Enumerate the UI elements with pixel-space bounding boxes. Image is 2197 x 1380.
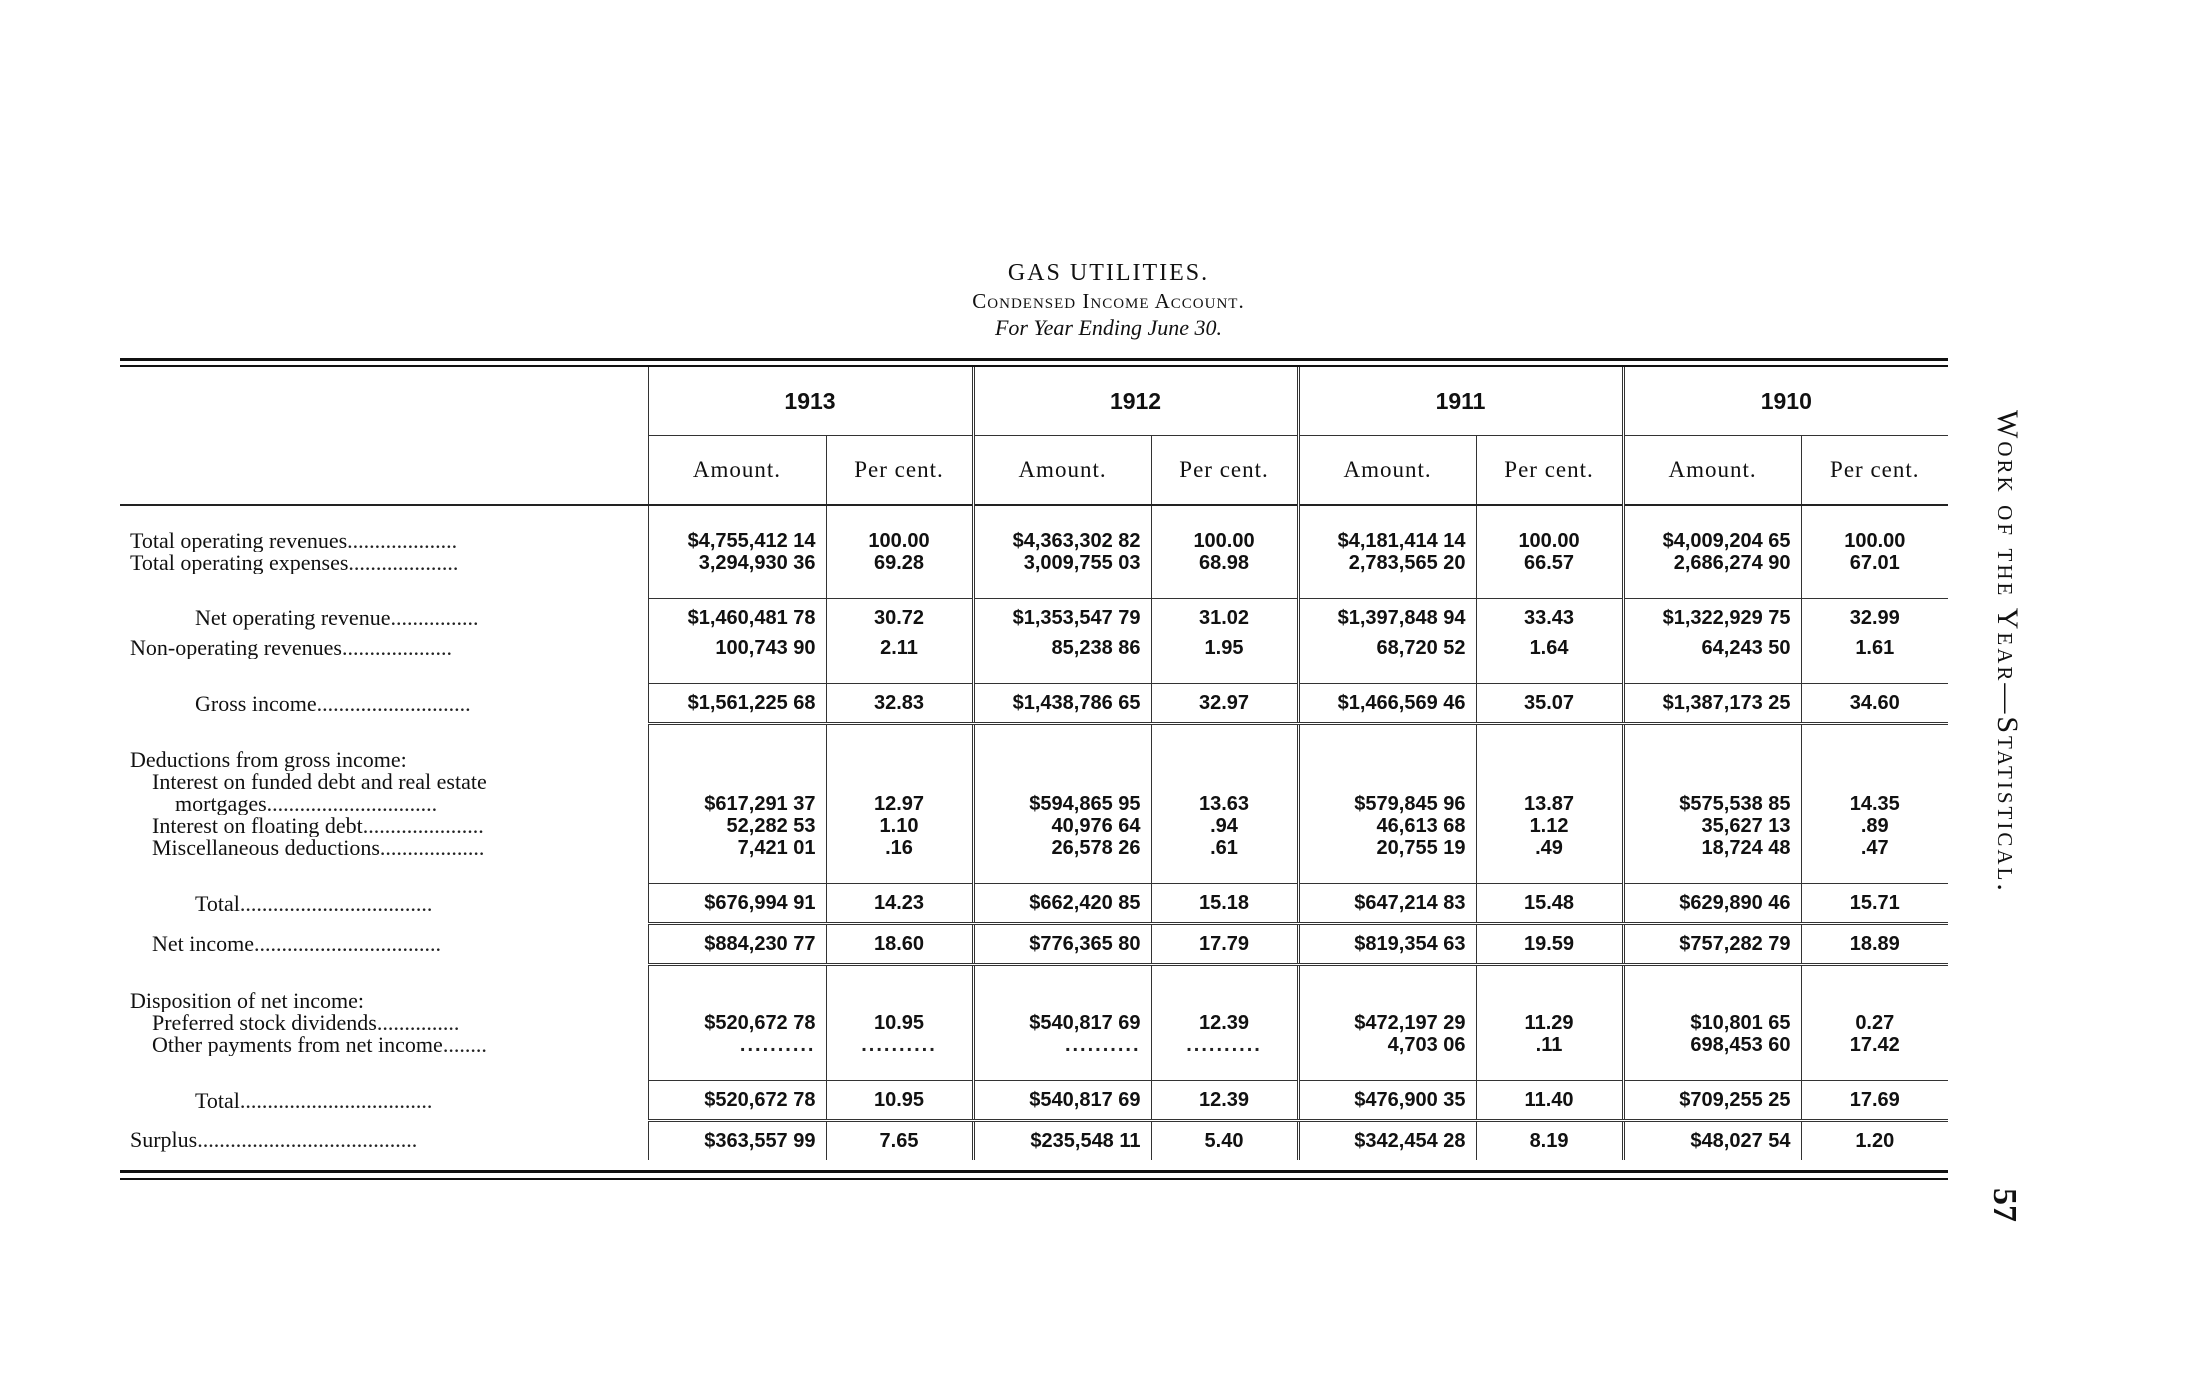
percent-cell: 1.12	[1476, 815, 1623, 837]
percent-cell: 33.43	[1476, 599, 1623, 638]
year-header-row	[120, 367, 1948, 436]
amount-cell: $676,994 91	[648, 884, 826, 924]
table-row	[120, 599, 1948, 638]
income-table	[120, 367, 1948, 1160]
percent-cell: 15.18	[1151, 884, 1298, 924]
amount-cell	[1623, 990, 1801, 1012]
amount-cell: $4,363,302 82	[973, 530, 1151, 552]
percent-cell: 11.40	[1476, 1081, 1623, 1121]
spacer-row	[120, 574, 1948, 599]
table-row	[120, 990, 1948, 1012]
bottom-rule	[120, 1170, 1948, 1180]
percent-cell	[1476, 749, 1623, 771]
percent-cell: 0.27	[1801, 1012, 1948, 1034]
amount-cell: $884,230 77	[648, 924, 826, 965]
amount-cell: 40,976 64	[973, 815, 1151, 837]
amount-cell: 20,755 19	[1298, 837, 1476, 859]
amount-cell: 2,783,565 20	[1298, 552, 1476, 574]
percent-cell: 10.95	[826, 1081, 973, 1121]
percent-cell: .49	[1476, 837, 1623, 859]
amount-cell: $363,557 99	[648, 1121, 826, 1161]
amount-cell	[973, 990, 1151, 1012]
report-subtitle: Condensed Income Account.	[972, 289, 1245, 313]
percent-cell: 100.00	[1151, 530, 1298, 552]
percent-cell: 100.00	[1476, 530, 1623, 552]
spacer-row	[120, 659, 1948, 684]
amount-cell	[648, 771, 826, 793]
amount-cell: 7,421 01	[648, 837, 826, 859]
amount-cell	[1298, 990, 1476, 1012]
year-header-1911: 1911	[1298, 367, 1623, 436]
row-label: Net operating revenue................	[195, 604, 479, 630]
amount-cell: $1,387,173 25	[1623, 684, 1801, 724]
percent-cell: 1.95	[1151, 637, 1298, 659]
table-row	[120, 1081, 1948, 1121]
amount-cell	[973, 771, 1151, 793]
table-row	[120, 815, 1948, 837]
percent-cell: 18.89	[1801, 924, 1948, 965]
amount-cell: 46,613 68	[1298, 815, 1476, 837]
percent-cell: 11.29	[1476, 1012, 1623, 1034]
row-label: Other payments from net income........	[152, 1034, 487, 1056]
table-row	[120, 552, 1948, 574]
year-header-1910: 1910	[1623, 367, 1948, 436]
amount-header: Amount.	[1623, 436, 1801, 506]
percent-cell: 17.69	[1801, 1081, 1948, 1121]
amount-cell: $4,181,414 14	[1298, 530, 1476, 552]
percent-cell	[1151, 990, 1298, 1012]
percent-cell: 13.63	[1151, 793, 1298, 815]
amount-cell: $647,214 83	[1298, 884, 1476, 924]
amount-cell: $594,865 95	[973, 793, 1151, 815]
table-row	[120, 884, 1948, 924]
percent-cell: .94	[1151, 815, 1298, 837]
amount-header: Amount.	[648, 436, 826, 506]
amount-cell: $1,397,848 94	[1298, 599, 1476, 638]
percent-cell	[1801, 749, 1948, 771]
income-table-body	[120, 505, 1948, 1160]
amount-cell: $10,801 65	[1623, 1012, 1801, 1034]
amount-cell: 3,009,755 03	[973, 552, 1151, 574]
table-row	[120, 637, 1948, 659]
spacer-row	[120, 1056, 1948, 1081]
spacer-row	[120, 505, 1948, 530]
row-label: Interest on funded debt and real estate	[152, 771, 487, 793]
table-row	[120, 924, 1948, 965]
table-row	[120, 1034, 1948, 1056]
amount-cell	[1623, 749, 1801, 771]
amount-cell: 35,627 13	[1623, 815, 1801, 837]
amount-cell: 3,294,930 36	[648, 552, 826, 574]
row-label: Non-operating revenues....................	[130, 637, 452, 659]
percent-cell: 69.28	[826, 552, 973, 574]
percent-cell	[826, 990, 973, 1012]
percent-cell: 18.60	[826, 924, 973, 965]
table-row	[120, 771, 1948, 793]
percent-cell: 14.23	[826, 884, 973, 924]
percent-cell	[826, 749, 973, 771]
amount-cell: $476,900 35	[1298, 1081, 1476, 1121]
percent-cell	[1476, 771, 1623, 793]
percent-cell: 1.61	[1801, 637, 1948, 659]
percent-cell: .89	[1801, 815, 1948, 837]
percent-cell: 32.97	[1151, 684, 1298, 724]
percent-cell: 12.39	[1151, 1012, 1298, 1034]
amount-cell: $776,365 80	[973, 924, 1151, 965]
percent-cell: 15.48	[1476, 884, 1623, 924]
top-rule	[120, 358, 1948, 367]
amount-cell: $819,354 63	[1298, 924, 1476, 965]
amount-cell: 64,243 50	[1623, 637, 1801, 659]
percent-cell: 100.00	[1801, 530, 1948, 552]
percent-cell: 1.64	[1476, 637, 1623, 659]
percent-cell: 19.59	[1476, 924, 1623, 965]
amount-cell	[1298, 749, 1476, 771]
report-period: For Year Ending June 30.	[994, 315, 1223, 341]
amount-cell: 100,743 90	[648, 637, 826, 659]
percent-header: Per cent.	[826, 436, 973, 506]
table-row	[120, 1121, 1948, 1161]
percent-cell: 100.00	[826, 530, 973, 552]
percent-cell	[1476, 990, 1623, 1012]
amount-header: Amount.	[1298, 436, 1476, 506]
percent-cell	[1151, 771, 1298, 793]
percent-cell: .47	[1801, 837, 1948, 859]
row-label: Total...................................	[195, 1087, 433, 1113]
row-label: Total operating revenues....................	[130, 530, 458, 552]
subheader-row	[120, 436, 1948, 506]
percent-cell: ..........	[826, 1034, 973, 1056]
amount-cell: 52,282 53	[648, 815, 826, 837]
amount-cell: $575,538 85	[1623, 793, 1801, 815]
running-head: Work of the Year—Statistical.	[1991, 410, 2024, 894]
percent-cell: 2.11	[826, 637, 973, 659]
percent-cell: 32.99	[1801, 599, 1948, 638]
amount-cell: $1,322,929 75	[1623, 599, 1801, 638]
percent-cell: 8.19	[1476, 1121, 1623, 1161]
percent-cell: 68.98	[1151, 552, 1298, 574]
table-row	[120, 530, 1948, 552]
row-label: Total operating expenses....................	[130, 552, 459, 574]
income-table-wrap	[120, 358, 1948, 1180]
percent-cell	[1801, 771, 1948, 793]
amount-cell: $1,460,481 78	[648, 599, 826, 638]
amount-cell	[648, 749, 826, 771]
page-number: 57	[1986, 1188, 2023, 1222]
percent-cell: 17.79	[1151, 924, 1298, 965]
row-label: Surplus........................................	[130, 1127, 418, 1153]
amount-cell: 68,720 52	[1298, 637, 1476, 659]
table-row	[120, 793, 1948, 815]
percent-cell: 31.02	[1151, 599, 1298, 638]
percent-cell: 1.10	[826, 815, 973, 837]
year-header-1913: 1913	[648, 367, 973, 436]
amount-cell: 4,703 06	[1298, 1034, 1476, 1056]
row-label: Deductions from gross income:	[130, 749, 407, 771]
year-header-1912: 1912	[973, 367, 1298, 436]
amount-cell: $4,755,412 14	[648, 530, 826, 552]
amount-cell: $342,454 28	[1298, 1121, 1476, 1161]
percent-cell: ..........	[1151, 1034, 1298, 1056]
percent-cell: .16	[826, 837, 973, 859]
amount-cell: $579,845 96	[1298, 793, 1476, 815]
percent-cell: 5.40	[1151, 1121, 1298, 1161]
table-row	[120, 1012, 1948, 1034]
amount-cell: $4,009,204 65	[1623, 530, 1801, 552]
amount-cell	[1298, 771, 1476, 793]
percent-cell: 30.72	[826, 599, 973, 638]
amount-cell: $1,353,547 79	[973, 599, 1151, 638]
percent-cell: 10.95	[826, 1012, 973, 1034]
title-block	[0, 258, 2197, 342]
amount-cell: $617,291 37	[648, 793, 826, 815]
percent-cell: 1.20	[1801, 1121, 1948, 1161]
percent-cell: 17.42	[1801, 1034, 1948, 1056]
amount-cell: $1,438,786 65	[973, 684, 1151, 724]
percent-cell: .61	[1151, 837, 1298, 859]
row-label: Preferred stock dividends...............	[152, 1012, 460, 1034]
percent-header: Per cent.	[1801, 436, 1948, 506]
row-label: Disposition of net income:	[130, 990, 365, 1012]
amount-cell: $520,672 78	[648, 1012, 826, 1034]
amount-cell: $472,197 29	[1298, 1012, 1476, 1034]
percent-cell: 32.83	[826, 684, 973, 724]
amount-cell: $757,282 79	[1623, 924, 1801, 965]
amount-cell	[1623, 771, 1801, 793]
amount-cell: $540,817 69	[973, 1012, 1151, 1034]
percent-cell: 35.07	[1476, 684, 1623, 724]
row-label: mortgages...............................	[175, 793, 438, 815]
amount-cell	[648, 990, 826, 1012]
amount-cell: $540,817 69	[973, 1081, 1151, 1121]
percent-cell: 66.57	[1476, 552, 1623, 574]
table-row	[120, 684, 1948, 724]
percent-cell: .11	[1476, 1034, 1623, 1056]
percent-cell: 67.01	[1801, 552, 1948, 574]
row-label: Miscellaneous deductions...................	[152, 837, 485, 859]
row-label: Interest on floating debt......................	[152, 815, 484, 837]
percent-cell: 15.71	[1801, 884, 1948, 924]
spacer-row	[120, 724, 1948, 750]
percent-cell: 13.87	[1476, 793, 1623, 815]
row-label: Net income..................................	[152, 931, 442, 956]
amount-cell: $1,466,569 46	[1298, 684, 1476, 724]
label-header	[120, 367, 648, 436]
percent-cell	[1151, 749, 1298, 771]
amount-cell: 85,238 86	[973, 637, 1151, 659]
percent-cell: 12.39	[1151, 1081, 1298, 1121]
row-label: Gross income............................	[195, 690, 471, 716]
percent-header: Per cent.	[1151, 436, 1298, 506]
amount-cell: 2,686,274 90	[1623, 552, 1801, 574]
amount-cell: 18,724 48	[1623, 837, 1801, 859]
report-title: GAS UTILITIES.	[1007, 260, 1210, 286]
amount-cell: ..........	[973, 1034, 1151, 1056]
percent-cell: 34.60	[1801, 684, 1948, 724]
table-row	[120, 837, 1948, 859]
amount-cell: $235,548 11	[973, 1121, 1151, 1161]
percent-cell: 14.35	[1801, 793, 1948, 815]
spacer-row	[120, 859, 1948, 884]
row-label: Total...................................	[195, 890, 433, 916]
amount-cell: $1,561,225 68	[648, 684, 826, 724]
amount-cell: 698,453 60	[1623, 1034, 1801, 1056]
amount-cell: $520,672 78	[648, 1081, 826, 1121]
amount-header: Amount.	[973, 436, 1151, 506]
table-row	[120, 749, 1948, 771]
spacer-row	[120, 965, 1948, 991]
amount-cell: 26,578 26	[973, 837, 1151, 859]
label-subheader	[120, 436, 648, 506]
percent-header: Per cent.	[1476, 436, 1623, 506]
percent-cell: 12.97	[826, 793, 973, 815]
amount-cell: ..........	[648, 1034, 826, 1056]
amount-cell: $709,255 25	[1623, 1081, 1801, 1121]
amount-cell: $629,890 46	[1623, 884, 1801, 924]
percent-cell: 7.65	[826, 1121, 973, 1161]
percent-cell	[1801, 990, 1948, 1012]
percent-cell	[826, 771, 973, 793]
amount-cell	[973, 749, 1151, 771]
amount-cell: $662,420 85	[973, 884, 1151, 924]
amount-cell: $48,027 54	[1623, 1121, 1801, 1161]
